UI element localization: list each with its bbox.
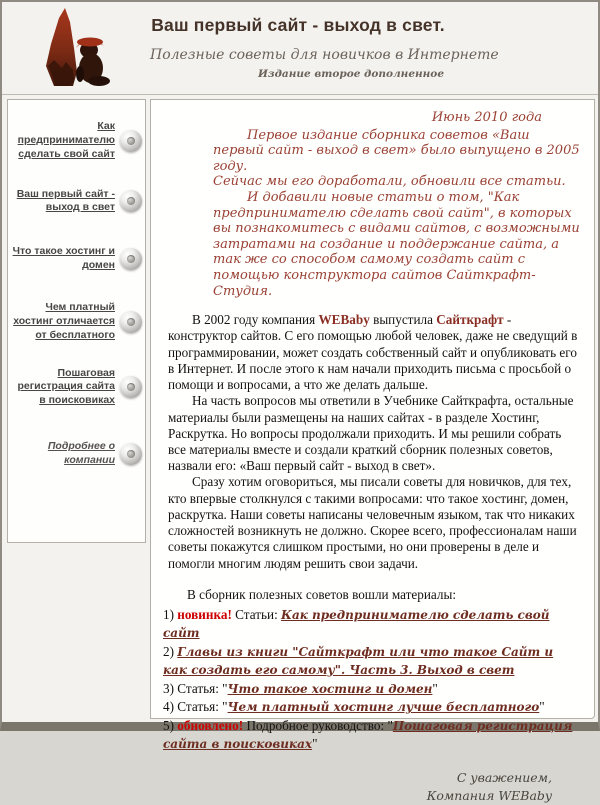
edition-note: Издание второе дополненное (258, 68, 444, 80)
list-item (163, 643, 580, 679)
history-paragraph: Сразу хотим оговориться, мы писали советы для новичков, для тех, кто впервые столкнулся с такими вопросами: что такое хостинг, домен, раскрутка. Наши советы написаны человечным языком, так что никаких сложностей возникнуть не должно. Скорее всего, профессионалам наши советы покажутся слишком простыми, но они проверены в деле и помогли многим людям решить свои задачи. (168, 474, 577, 571)
nav-round-button-icon[interactable] (120, 311, 142, 333)
item-number: 3) (163, 680, 178, 696)
history-paragraph: На часть вопросов мы ответили в Учебнике Сайткрафта, остальные материалы были размещены на наших сайтах - в разделе Хостинг, Раскрутка. Но вопросы продолжали приходить. И мы решили собрать все материалы вместе и создали краткий сборник полезных советов, назвали его: «Ваш первый сайт - выход в свет». (168, 393, 574, 474)
sidebar-item-paid-vs-free-hosting[interactable] (10, 301, 142, 343)
nav-round-button-icon[interactable] (120, 130, 142, 152)
item-number: 4) (163, 699, 178, 715)
article-link[interactable]: Пошаговая регистрация сайта в поисковиках (163, 719, 573, 752)
item-text: Статьи: (231, 607, 282, 623)
list-item (163, 680, 580, 698)
brand-webaby: WEBaby (318, 312, 370, 328)
item-number: 2) (163, 643, 178, 659)
sidebar-item-first-site[interactable] (10, 188, 142, 216)
sidebar-item-make-your-site[interactable] (10, 120, 142, 162)
materials-list-heading: В сборник полезных советов вошли материалы: (187, 586, 456, 602)
intro-paragraph: Первое издание сборника советов «Ваш первый сайт - выход в свет» было выпущено в 2005 году. (213, 127, 580, 174)
paragraph-text: выпустила (369, 312, 437, 328)
article-link[interactable]: Как предпринимателю сделать свой сайт (163, 608, 550, 641)
item-text: " (432, 680, 438, 696)
intro-section (161, 110, 584, 299)
sidebar-nav (7, 99, 146, 543)
sidebar-item-label[interactable]: Как предпринимателю сделать свой сайт (17, 120, 115, 160)
item-text: Статья: " (177, 680, 228, 696)
header (2, 2, 598, 95)
list-item (163, 606, 580, 642)
history-paragraph (168, 312, 578, 393)
signature-line: С уважением, (456, 769, 552, 785)
history-section (161, 312, 584, 572)
paragraph-text: В 2002 году компания (192, 312, 319, 328)
site-subtitle: Полезные советы для новичков в Интернете (150, 47, 499, 63)
intro-paragraph: И добавили новые статьи о том, "Как предпринимателю сделать свой сайт", в которых вы познакомитесь с видами сайтов, с возможными затратами на создание и поддержание сайта, а так же со способом самому создать сайт с помощью конструктора сайтов Сайткрафт-Студия. (213, 189, 580, 299)
nav-round-button-icon[interactable] (120, 443, 142, 465)
item-text: Подробное руководство: " (243, 718, 393, 734)
sidebar-item-label[interactable]: Что такое хостинг и домен (12, 245, 115, 272)
intro-paragraph: Сейчас мы его доработали, обновили все статьи. (213, 174, 566, 190)
item-number: 5) (163, 718, 178, 734)
article-link[interactable]: Главы из книги "Сайткрафт или что такое Сайт и как создать его самому". Часть 3. Выход в свет (163, 644, 554, 677)
list-item (163, 698, 580, 716)
nav-round-button-icon[interactable] (120, 248, 142, 270)
signature-line: Компания WEBaby (426, 788, 552, 804)
site-title: Ваш первый сайт - выход в свет. (151, 15, 445, 35)
paragraph-text: - конструктор сайтов. С его помощью любой человек, даже не сведущий в программировании, может создать собственный сайт и опубликовать его в Интернет. И после этого к нам начали приходить письма с просьбой о помощи и вопросами, а что же делать дальше. (168, 312, 578, 393)
nav-round-button-icon[interactable] (120, 376, 142, 398)
item-text: Статья: " (177, 699, 228, 715)
gnome-mascot-icon (18, 4, 122, 92)
sidebar-item-label[interactable]: Пошаговая регистрация сайта в поисковиках (17, 366, 115, 407)
brand-sitecraft: Сайткрафт (436, 312, 504, 328)
sidebar-item-hosting-domain[interactable] (10, 245, 142, 273)
header-title-block (150, 15, 499, 80)
article-link[interactable]: Чем платный хостинг лучше бесплатного (227, 700, 540, 715)
item-text: " (539, 699, 545, 715)
nav-round-button-icon[interactable] (120, 190, 142, 212)
signature-block (161, 769, 584, 805)
materials-list (163, 586, 584, 753)
item-text: " (312, 736, 318, 752)
list-item (163, 717, 580, 753)
sidebar-item-label[interactable]: Подробнее о компании (47, 440, 115, 467)
main-content (150, 99, 595, 804)
sidebar-item-label[interactable]: Ваш первый сайт - выход в свет (16, 187, 115, 214)
article-link[interactable]: Что такое хостинг и домен (227, 681, 433, 696)
updated-badge: обновлено! (177, 718, 244, 734)
sidebar-item-search-registration[interactable] (10, 367, 142, 409)
sidebar-item-label[interactable]: Чем платный хостинг отличается от бесплатного (13, 301, 115, 341)
item-number: 1) (163, 607, 178, 623)
mascot-logo-image (18, 4, 122, 92)
sidebar-item-about-company[interactable] (10, 440, 142, 468)
new-badge: новинка! (177, 607, 232, 623)
date-line: Июнь 2010 года (431, 110, 542, 125)
